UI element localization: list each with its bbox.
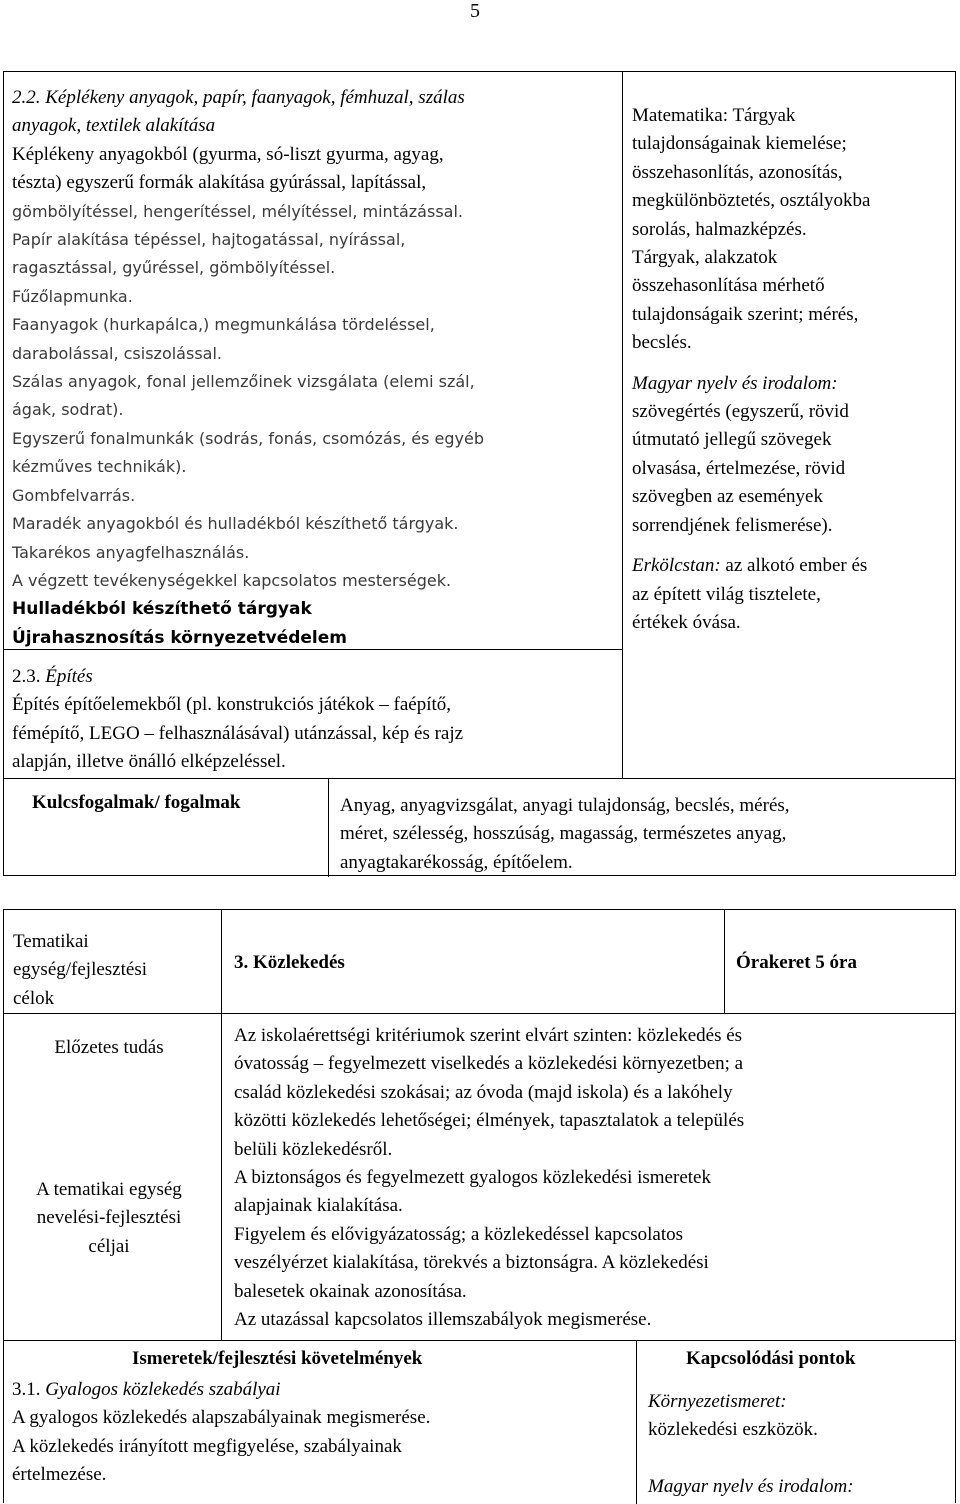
content-line: fémépítő, LEGO – felhasználásával) utánzással, kép és rajz [12, 722, 464, 744]
content-line: az épített világ tisztelete, [632, 583, 821, 605]
tema-label: Tematikai egység/fejlesztési célok [13, 931, 148, 1009]
curriculum-table-1 [3, 71, 956, 876]
content-line: Tárgyak, alakzatok [632, 247, 778, 269]
content-line: szövegben az események [632, 486, 823, 508]
content-line: Gombfelvarrás. [12, 485, 136, 505]
celjai-text: A biztonságos és fegyelmezett gyalogos közlekedési ismeretek alapjainak kialakítása. Figyelem és elővigyázatosság; a közlekedéssel kapcsolatos veszélyérzet kialakítása, törekvés a biztonságra. A közlekedési balesetek okainak azonosítása. Az utazással kapcsolatos illemszabályok megismerése. [234, 1167, 711, 1331]
erkolcs-label: Erkölcstan: [632, 555, 721, 577]
column-divider [328, 778, 329, 877]
content-line: szövegértés (egyszerű, rövid [632, 401, 849, 423]
content-line: tulajdonságaik szerint; mérés, [632, 303, 859, 325]
kapcsolodo-header: Kapcsolódási pontok [686, 1348, 856, 1369]
magyar-label: Magyar nyelv és irodalom: [632, 372, 838, 394]
celjai-label: A tematikai egység nevelési-fejlesztési céljai [36, 1179, 182, 1257]
content-line: Maradék anyagokból és hulladékból készíthető tárgyak. [12, 514, 459, 534]
connection-points [632, 102, 952, 637]
content-line: Egyszerű fonalmunkák (sodrás, fonás, csomózás, és egyéb [12, 428, 484, 448]
column-divider [724, 910, 725, 1013]
column-divider [622, 72, 623, 779]
content-line: kézműves technikák). [12, 457, 187, 477]
orakeret: Órakeret 5 óra [736, 952, 857, 973]
column-divider [636, 1340, 637, 1504]
key-concepts-label: Kulcsfogalmak/ fogalmak [32, 792, 241, 813]
content-line: értékek óvása. [632, 611, 741, 633]
content-line: darabolással, csiszolással. [12, 343, 222, 363]
ismeretek-header: Ismeretek/fejlesztési követelmények [132, 1348, 423, 1369]
curriculum-table-2 [3, 909, 956, 1503]
content-line: méret, szélesség, hosszúság, magasság, természetes anyag, [340, 823, 787, 845]
section-title: 2.2. Képlékeny anyagok, papír, faanyagok, fémhuzal, szálas [12, 87, 465, 108]
erkolcs-block: Erkölcstan: az alkotó ember és [632, 555, 868, 577]
content-line: gömbölyítéssel, hengerítéssel, mélyítéssel, mintázással. [12, 201, 463, 221]
row-divider [4, 778, 955, 779]
tema-value: 3. Közlekedés [234, 952, 345, 973]
matek-block: Matematika: Tárgyak [632, 105, 796, 126]
matek-label: Matematika: [632, 105, 729, 126]
content-line: alapján, illetve önálló elképzeléssel. [12, 751, 286, 773]
content-line: Képlékeny anyagokból (gyurma, só-liszt gyurma, agyag, [12, 143, 444, 165]
key-concepts-text [340, 792, 950, 877]
content-line: összehasonlítás, azonosítás, [632, 161, 843, 183]
ismeretek-content: 3.1. Gyalogos közlekedés szabályai A gyalogos közlekedés alapszabályainak megismerése. A közlekedés irányított megfigyelése, szabályainak értelmezése. [12, 1379, 431, 1486]
content-line: anyagtakarékosság, építőelem. [340, 851, 573, 873]
content-line: olvasása, értelmezése, rövid [632, 457, 846, 479]
kapcsolodo-content: Környezetismeret: közlekedési eszközök. Magyar nyelv és irodalom: [648, 1388, 948, 1501]
section-2-3-content [12, 663, 620, 777]
bold-content-line: Újrahasznosítás környezetvédelem [12, 627, 347, 648]
content-line: Faanyagok (hurkapálca,) megmunkálása tördeléssel, [12, 315, 435, 335]
content-line: becslés. [632, 332, 692, 354]
content-line: A végzett tevékenységekkel kapcsolatos mesterségek. [12, 570, 452, 590]
content-line: tészta) egyszerű formák alakítása gyúrással, lapítással, [12, 172, 427, 194]
content-line: Fűzőlapmunka. [12, 286, 133, 306]
content-line: sorrendjének felismerése). [632, 514, 833, 536]
content-line: Takarékos anyagfelhasználás. [12, 542, 250, 562]
content-line: összehasonlítása mérhető [632, 275, 825, 297]
magyar-label: Magyar nyelv és irodalom: [648, 1475, 854, 1497]
content-line: Építés építőelemekből (pl. konstrukciós játékok – faépítő, [12, 694, 452, 716]
kornyezet-label: Környezetismeret: [648, 1391, 787, 1412]
content-line: tulajdonságainak kiemelése; [632, 133, 847, 155]
page-number: 5 [470, 0, 480, 22]
section-2-2-content [12, 84, 620, 652]
section-title: 2.3. Építés [12, 666, 93, 687]
elozetes-label: Előzetes tudás [54, 1037, 164, 1058]
content-line: Anyag, anyagvizsgálat, anyagi tulajdonság, becslés, mérés, [340, 795, 790, 816]
content-line: Papír alakítása tépéssel, hajtogatással, nyírással, [12, 230, 406, 250]
row-divider [4, 1340, 955, 1341]
content-line: sorolás, halmazképzés. [632, 218, 807, 240]
section-title: anyagok, textilek alakítása [12, 115, 216, 137]
content-line: ágak, sodrat). [12, 400, 124, 420]
bold-content-line: Hulladékból készíthető tárgyak [12, 599, 312, 620]
content-line: útmutató jellegű szövegek [632, 429, 832, 451]
elozetes-text: Az iskolaérettségi kritériumok szerint elvárt szinten: közlekedés és óvatosság – fegyelmezett viselkedés a közlekedési környezetben; a család közlekedési szokásai; az óvoda (majd iskola) és a lakóhely közötti közlekedés lehetőségei; élmények, tapasztalatok a település belüli közlekedésről. [234, 1025, 745, 1160]
content-line: ragasztással, gyűréssel, gömbölyítéssel. [12, 258, 336, 278]
content-line: megkülönböztetés, osztályokba [632, 190, 871, 212]
content-line: Szálas anyagok, fonal jellemzőinek vizsgálata (elemi szál, [12, 372, 475, 392]
